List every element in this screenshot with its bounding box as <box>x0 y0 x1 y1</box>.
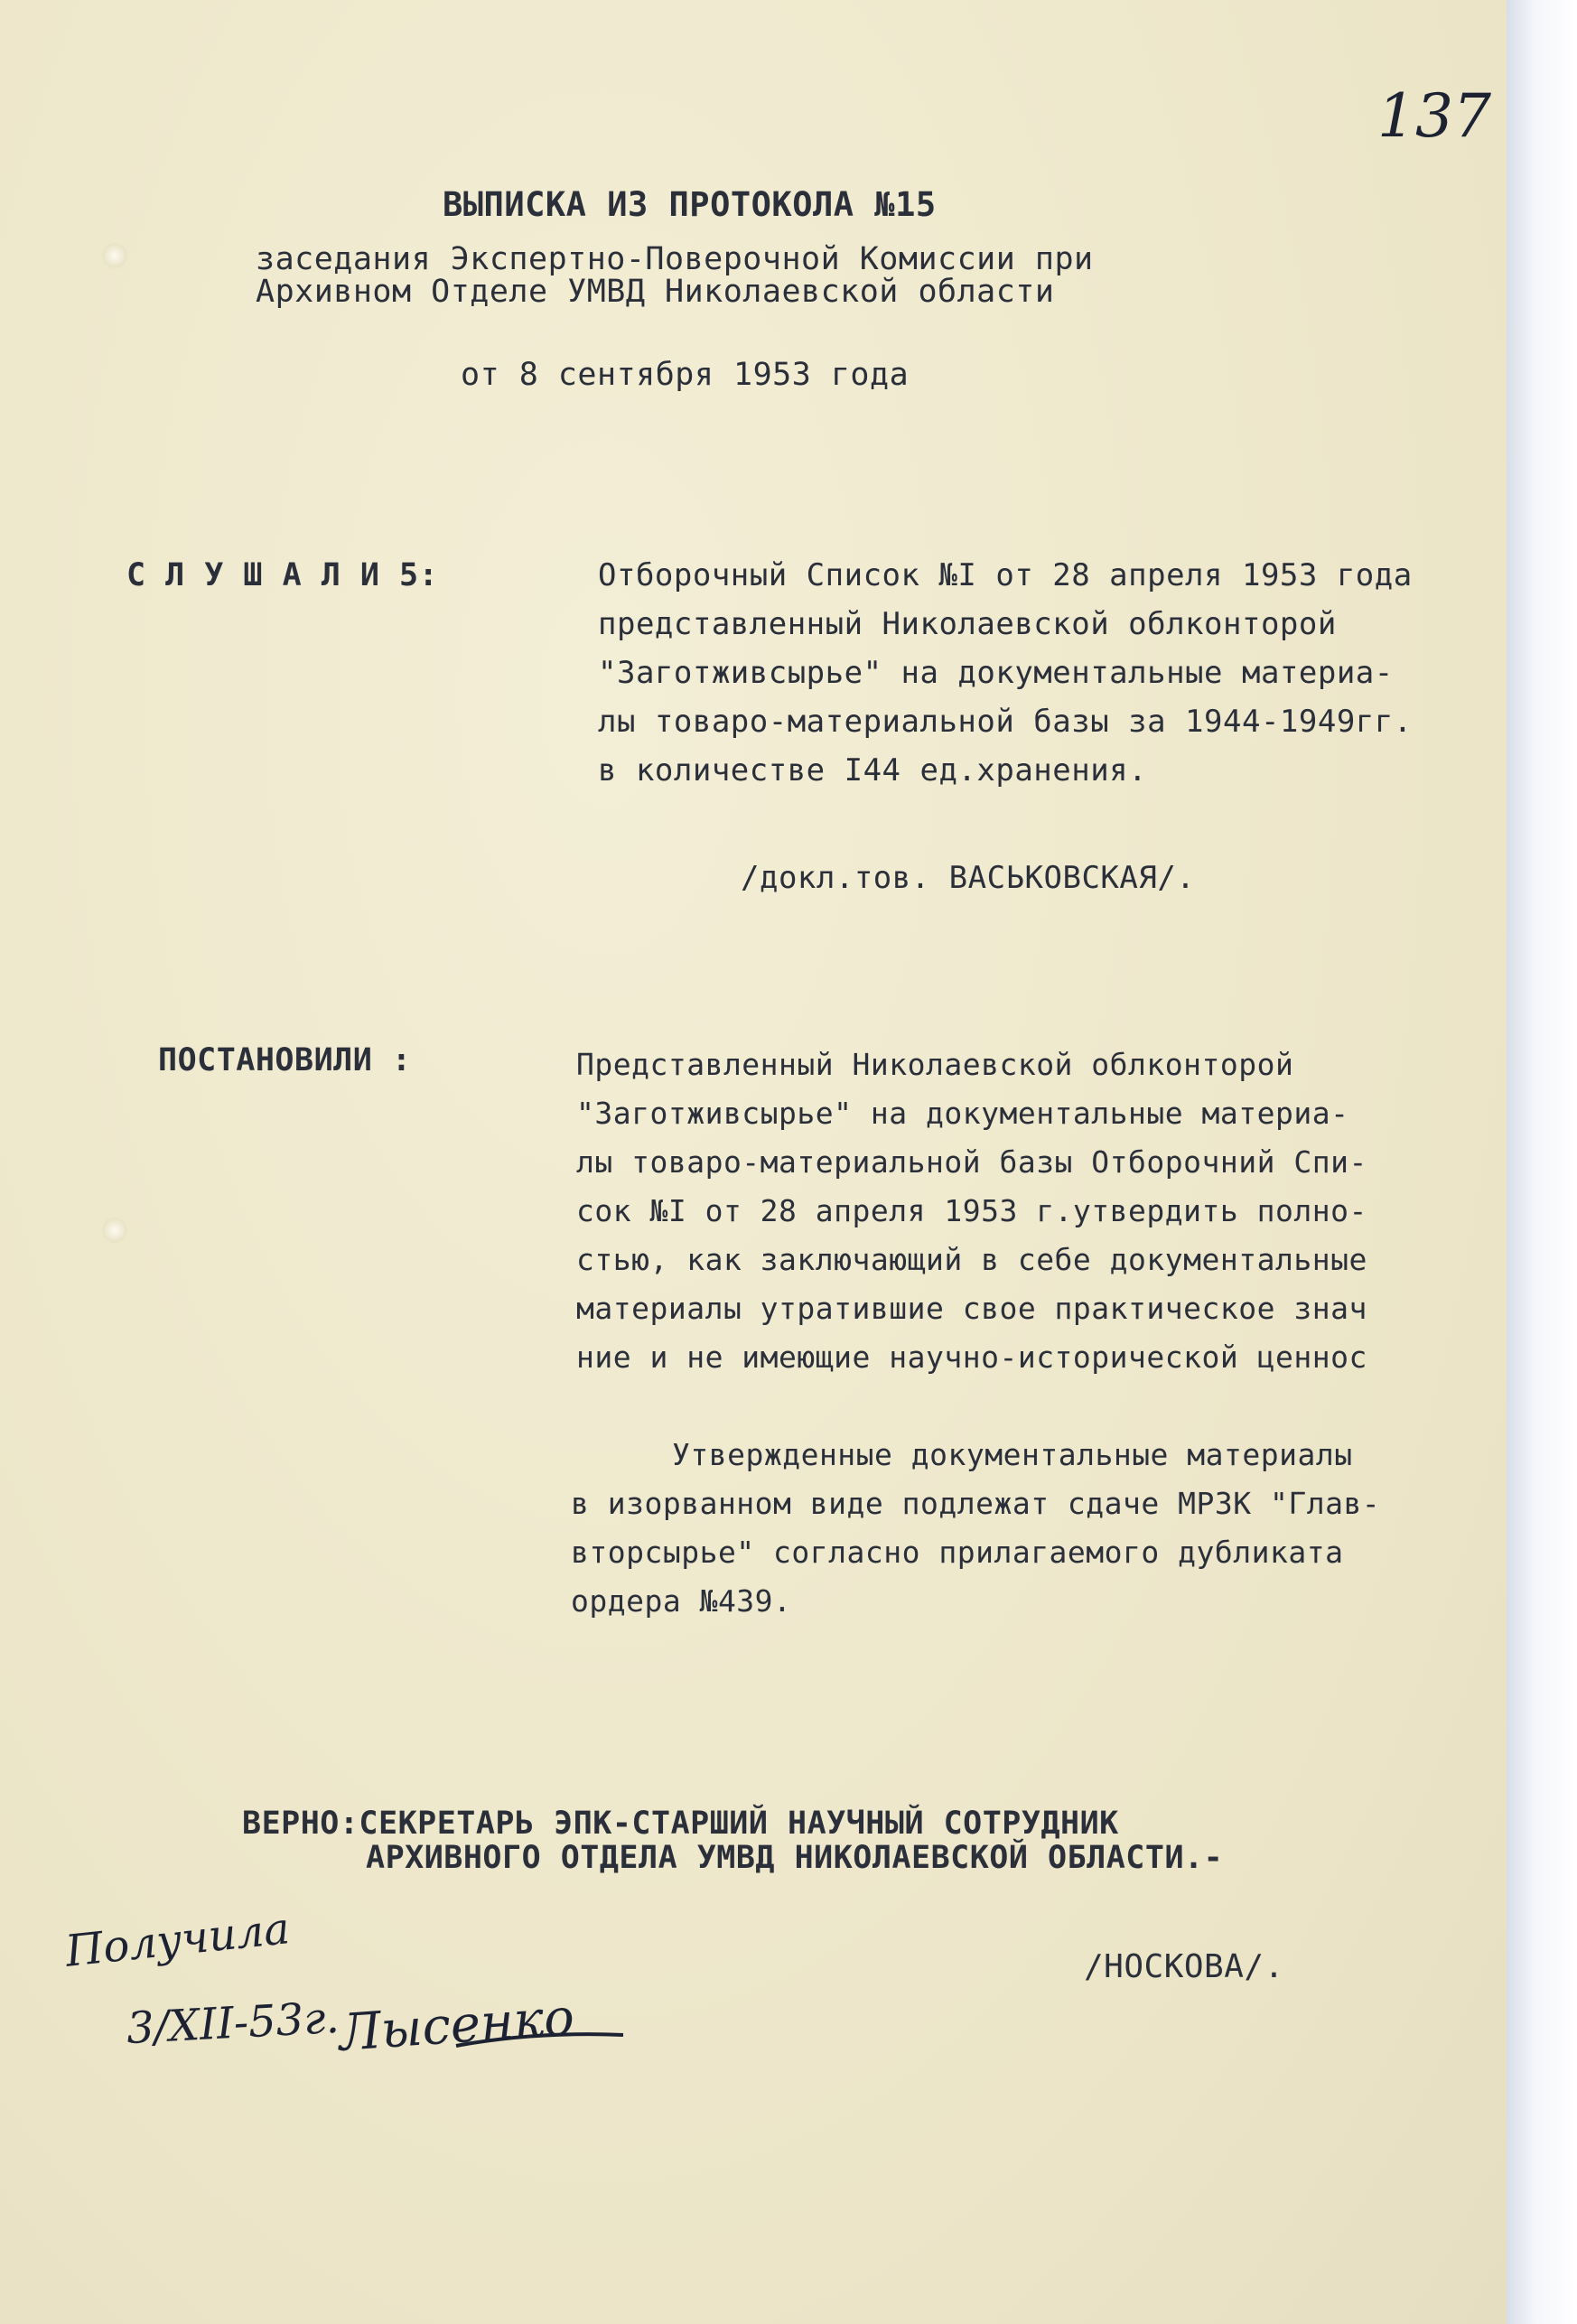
handwritten-received-note: Получила <box>62 1903 293 1977</box>
resolved-line: Представленный Николаевской облконторой <box>576 1047 1294 1082</box>
heard-line: в количестве I44 ед.хранения. <box>598 752 1148 789</box>
page-number: 137 <box>1377 81 1491 151</box>
resolved-line: лы товаро-материальной базы Отборочний Спи- <box>576 1144 1367 1180</box>
certification-line-1: ВЕРНО:СЕКРЕТАРЬ ЭПК-СТАРШИЙ НАУЧНЫЙ СОТРУДНИК <box>242 1806 1119 1842</box>
heard-text <box>598 551 1413 795</box>
document-date: от 8 сентября 1953 года <box>461 357 910 393</box>
reporter: /докл.тов. ВАСЬКОВСКАЯ/. <box>741 860 1196 896</box>
resolved-line: сок №I от 28 апреля 1953 г.утвердить полно- <box>576 1193 1367 1228</box>
handwritten-date: 3/XII-53г. <box>125 1992 341 2055</box>
document-title: ВЫПИСКА ИЗ ПРОТОКОЛА №15 <box>443 185 937 224</box>
heard-line: "Заготживсырье" на документальные материа- <box>598 655 1394 691</box>
signatory-name: /НОСКОВА/. <box>1084 1948 1284 1985</box>
resolved-line: вторсырье" согласно прилагаемого дубликата <box>571 1535 1344 1570</box>
resolved-label: ПОСТАНОВИЛИ : <box>158 1042 412 1078</box>
certification-line-2: АРХИВНОГО ОТДЕЛА УМВД НИКОЛАЕВСКОЙ ОБЛАСТИ.- <box>366 1840 1224 1876</box>
heard-line: лы товаро-материальной базы за 1944-1949гг. <box>598 704 1413 740</box>
punch-hole <box>101 242 128 269</box>
heard-line: представленный Николаевской облконторой <box>598 606 1337 642</box>
resolved-line: Утвержденные документальные материалы <box>672 1437 1353 1472</box>
handwritten-signature: Лысенко <box>337 1987 576 2064</box>
resolved-line: в изорванном виде подлежат сдаче МРЗК "Глав- <box>571 1486 1381 1521</box>
resolved-paragraph-1 <box>576 1041 1367 1382</box>
resolved-line: стью, как заключающий в себе документальные <box>576 1242 1367 1277</box>
resolved-line: материалы утратившие свое практическое знач <box>576 1291 1367 1326</box>
resolved-paragraph-2 <box>571 1431 1380 1626</box>
resolved-line: ние и не имеющие научно-исторической ценнос <box>576 1339 1367 1375</box>
document-subtitle-line-1: заседания Экспертно-Поверочной Комиссии при <box>256 241 1094 277</box>
punch-hole <box>101 1217 128 1244</box>
resolved-line: ордера №439. <box>571 1583 792 1619</box>
page-edge-background <box>1507 0 1577 2324</box>
heard-line: Отборочный Список №I от 28 апреля 1953 года <box>598 557 1413 593</box>
document-subtitle-line-2: Архивном Отделе УМВД Николаевской области <box>256 274 1055 310</box>
resolved-line: "Заготживсырье" на документальные материа- <box>576 1096 1349 1131</box>
heard-label: С Л У Ш А Л И 5: <box>126 557 439 593</box>
signature-flourish <box>452 2010 632 2064</box>
